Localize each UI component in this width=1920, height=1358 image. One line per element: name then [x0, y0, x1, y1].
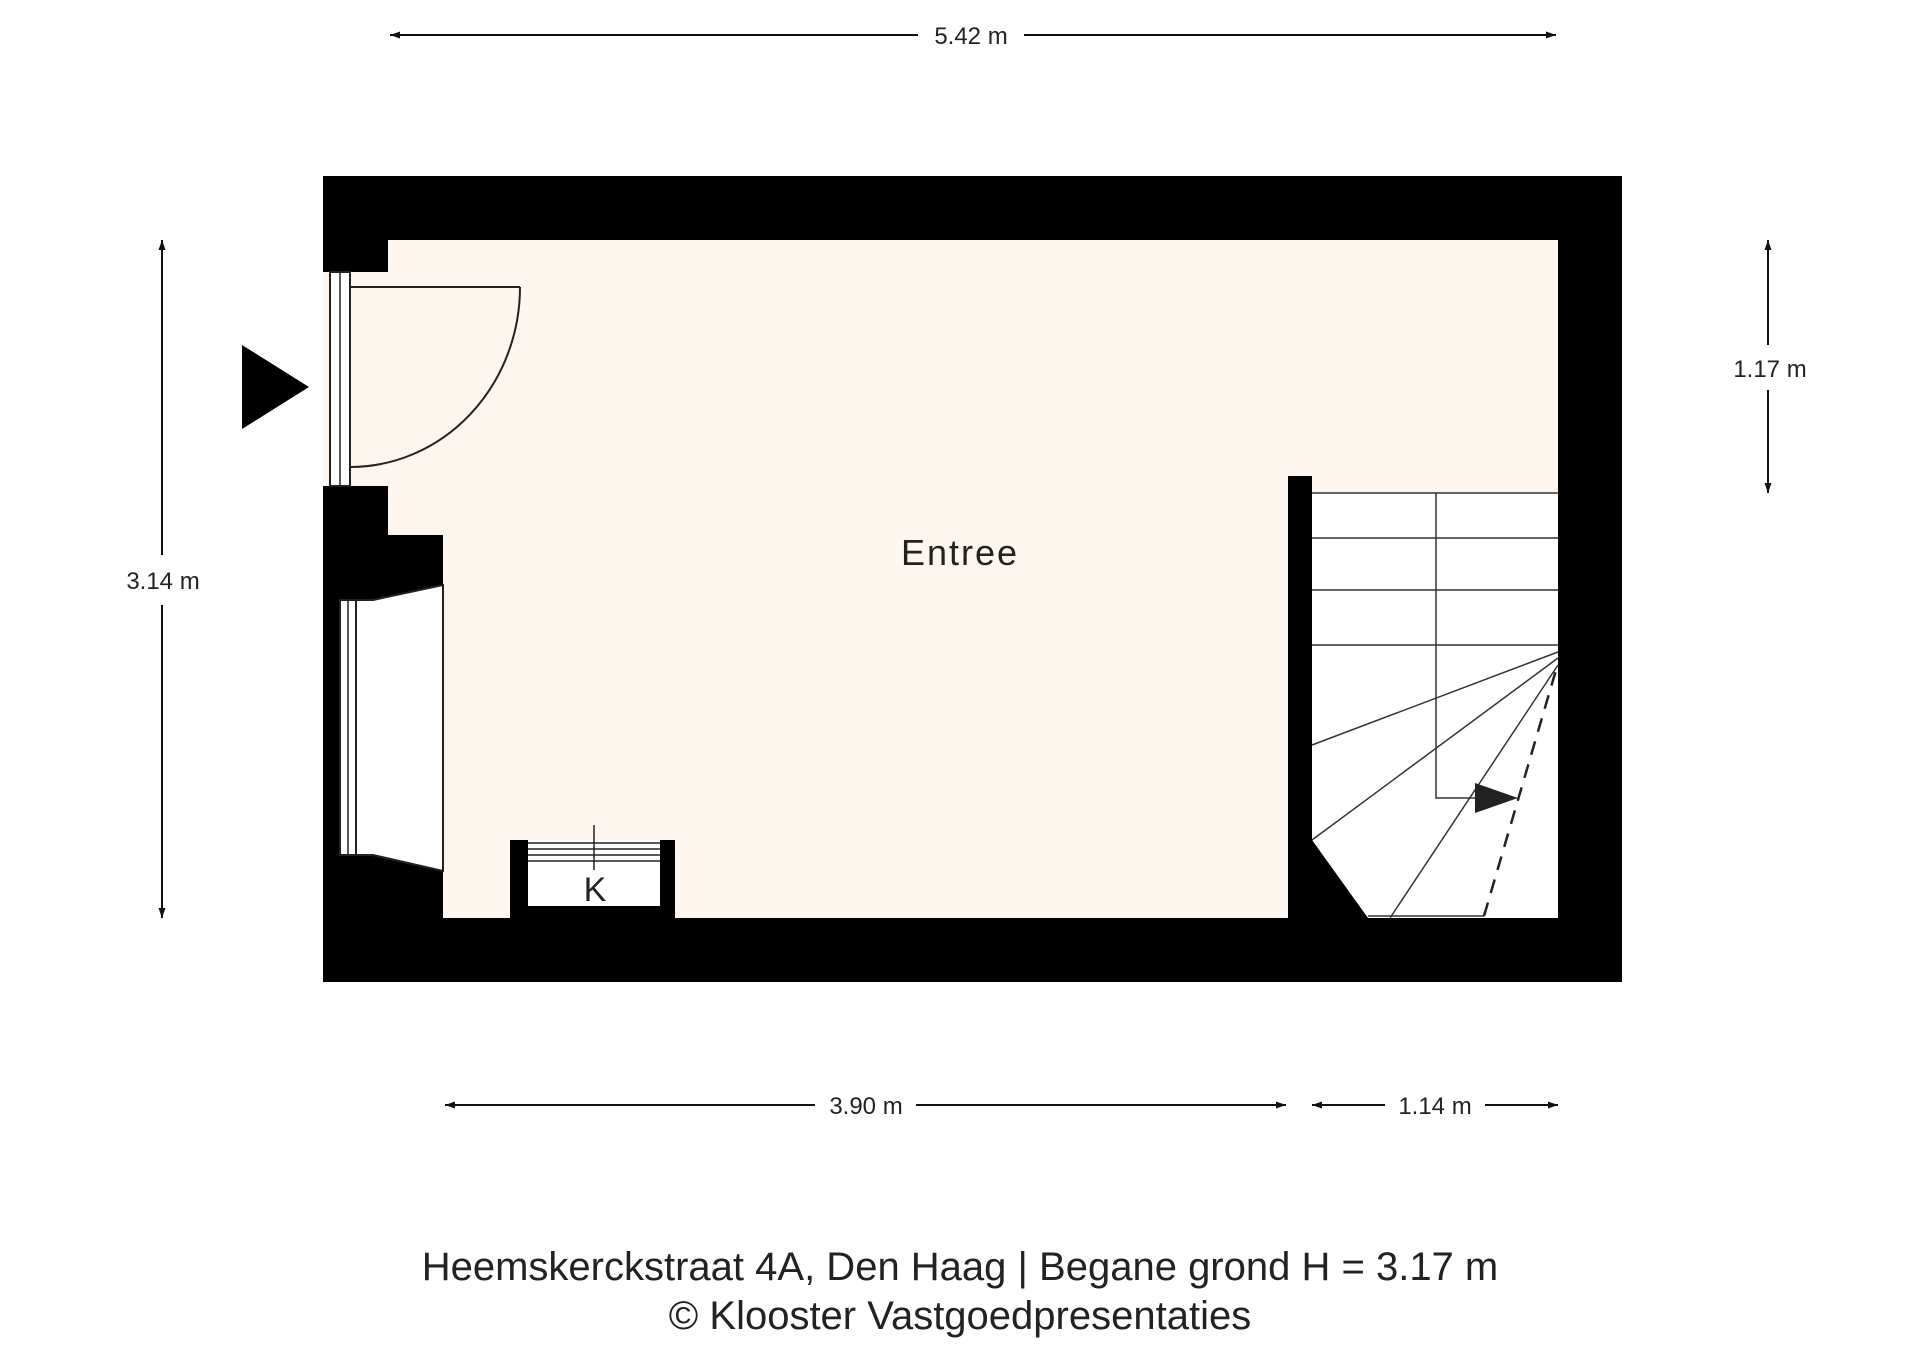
svg-text:5.42 m: 5.42 m [934, 23, 1008, 50]
entrance-arrow-icon [242, 345, 309, 429]
dimension-top-width [390, 23, 1556, 50]
room-label-entree: Entree [900, 532, 1020, 573]
dimension-stair-height [1733, 240, 1806, 493]
dimension-room-width [445, 1093, 1286, 1120]
bay-window [356, 585, 443, 871]
svg-text:3.90 m: 3.90 m [829, 1093, 903, 1120]
stair-wall [1288, 476, 1312, 918]
caption-copyright: © Klooster Vastgoedpresentaties [668, 1294, 1252, 1338]
svg-text:1.17 m: 1.17 m [1733, 356, 1807, 383]
caption-address: Heemskerckstraat 4A, Den Haag | Begane grond H = 3.17 m [421, 1245, 1499, 1289]
cupboard-label: K [583, 871, 607, 909]
dimension-stair-width [1312, 1093, 1558, 1120]
dimension-left-height [126, 240, 199, 918]
svg-text:1.14 m: 1.14 m [1398, 1093, 1472, 1120]
staircase [1310, 493, 1558, 918]
svg-text:3.14 m: 3.14 m [126, 568, 200, 595]
